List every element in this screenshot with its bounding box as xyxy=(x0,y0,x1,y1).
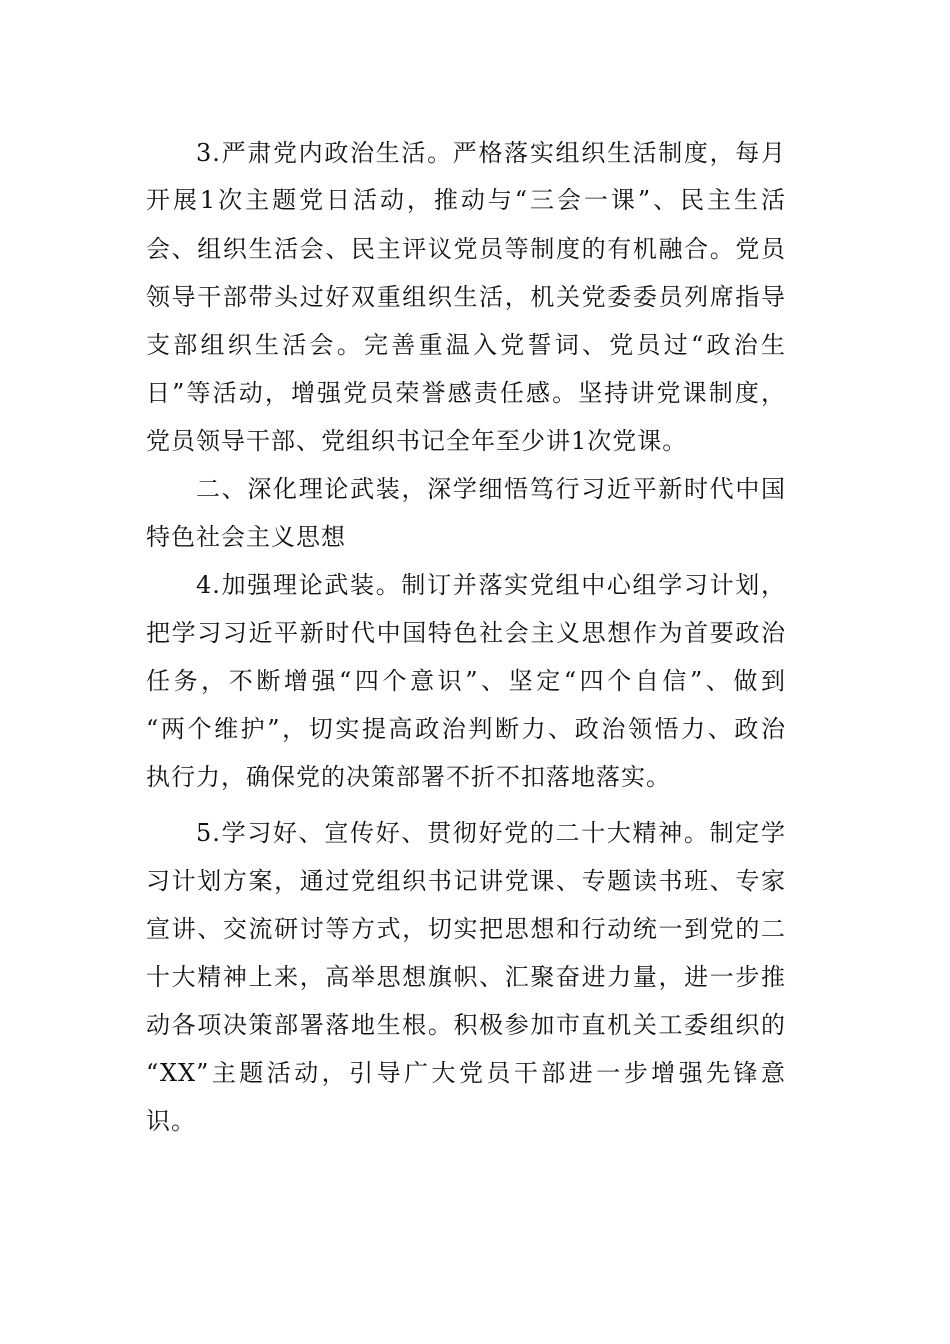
section-heading-line-1: 二、深化理论武装，深学细悟笃行习近平新时代中国 xyxy=(196,475,786,503)
paragraph-5-line-3: 宣讲、交流研讨等方式，切实把思想和行动统一到党的二 xyxy=(146,915,786,943)
paragraph-5-line-4: 十大精神上来，高举思想旗帜、汇聚奋进力量，进一步推 xyxy=(146,963,786,991)
paragraph-4-line-5: 执行力，确保党的决策部署不折不扣落地落实。 xyxy=(146,763,671,791)
paragraph-4-line-1: 4.加强理论武装。制订并落实党组中心组学习计划， xyxy=(196,571,786,599)
paragraph-3-line-6: 日”等活动，增强党员荣誉感责任感。坚持讲党课制度， xyxy=(146,379,786,407)
paragraph-4-line-4: “两个维护”，切实提高政治判断力、政治领悟力、政治 xyxy=(146,715,786,743)
paragraph-3-line-5: 支部组织生活会。完善重温入党誓词、党员过“政治生 xyxy=(146,331,786,359)
paragraph-3-line-1: 3.严肃党内政治生活。严格落实组织生活制度，每月 xyxy=(196,139,786,167)
paragraph-3-line-3: 会、组织生活会、民主评议党员等制度的有机融合。党员 xyxy=(146,235,786,263)
paragraph-4-line-2: 把学习习近平新时代中国特色社会主义思想作为首要政治 xyxy=(146,619,786,647)
paragraph-3-line-2: 开展1次主题党日活动，推动与“三会一课”、民主生活 xyxy=(146,186,786,214)
section-heading-line-2: 特色社会主义思想 xyxy=(146,523,346,551)
paragraph-5-line-7: 识。 xyxy=(146,1107,196,1135)
paragraph-5-line-1: 5.学习好、宣传好、贯彻好党的二十大精神。制定学 xyxy=(196,819,786,847)
paragraph-3-line-7: 党员领导干部、党组织书记全年至少讲1次党课。 xyxy=(146,427,688,455)
paragraph-5-line-5: 动各项决策部署落地生根。积极参加市直机关工委组织的 xyxy=(146,1011,786,1039)
paragraph-5-line-2: 习计划方案，通过党组织书记讲党课、专题读书班、专家 xyxy=(146,867,786,895)
paragraph-5-line-6: “XX”主题活动，引导广大党员干部进一步增强先锋意 xyxy=(146,1059,786,1087)
paragraph-4-line-3: 任务，不断增强“四个意识”、坚定“四个自信”、做到 xyxy=(146,667,786,695)
paragraph-3-line-4: 领导干部带头过好双重组织生活，机关党委委员列席指导 xyxy=(146,283,786,311)
